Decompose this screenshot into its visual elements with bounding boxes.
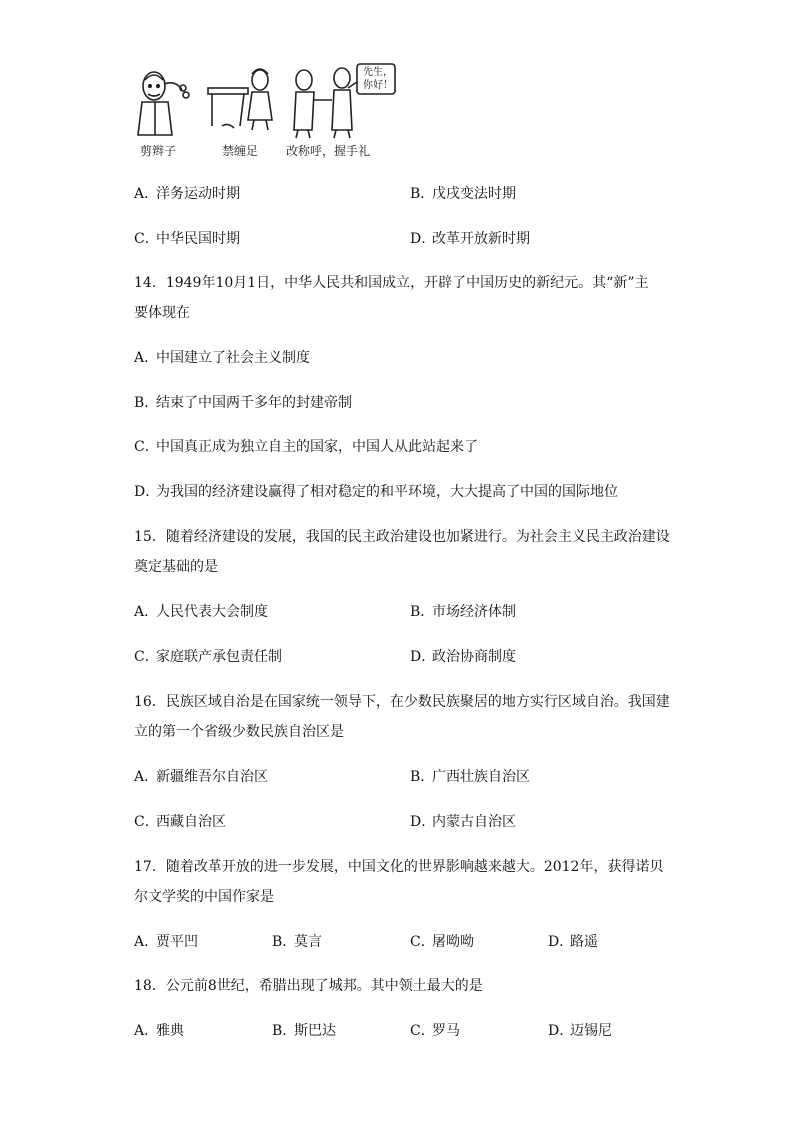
q13-option-b[interactable] xyxy=(410,184,516,204)
option-letter: C． xyxy=(134,649,159,665)
option-text: 中国建立了社会主义制度 xyxy=(156,350,310,366)
q18-option-a[interactable] xyxy=(134,1021,184,1041)
q15-option-c[interactable] xyxy=(134,647,282,667)
option-letter: B． xyxy=(410,769,435,785)
option-text: 屠呦呦 xyxy=(432,934,474,950)
option-letter: D． xyxy=(410,649,436,665)
q17-option-d[interactable] xyxy=(548,932,598,952)
caption-ban-footbinding: 禁缠足 xyxy=(222,144,259,158)
option-letter: C． xyxy=(410,1023,435,1039)
q16-option-b[interactable] xyxy=(410,767,530,787)
option-text: 戊戌变法时期 xyxy=(432,186,516,202)
q14-option-d[interactable] xyxy=(134,482,618,502)
option-text: 路遥 xyxy=(570,934,598,950)
option-letter: A． xyxy=(134,604,159,620)
option-letter: D． xyxy=(548,934,574,950)
q18-option-b[interactable] xyxy=(272,1021,336,1041)
q18-option-c[interactable] xyxy=(410,1021,460,1041)
cartoon-figures-icon xyxy=(128,60,398,140)
option-letter: A． xyxy=(134,934,159,950)
option-text: 广西壮族自治区 xyxy=(432,769,530,785)
option-letter: B． xyxy=(410,186,435,202)
option-letter: C． xyxy=(410,934,435,950)
option-letter: C． xyxy=(134,231,159,247)
option-text: 人民代表大会制度 xyxy=(156,604,268,620)
q14-option-a[interactable] xyxy=(134,348,310,368)
q16-option-c[interactable] xyxy=(134,812,226,832)
option-letter: A． xyxy=(134,186,159,202)
q15-option-d[interactable] xyxy=(410,647,516,667)
option-text: 改革开放新时期 xyxy=(432,231,530,247)
speech-bubble-line-1: 先生， xyxy=(363,67,393,78)
option-letter: B． xyxy=(272,934,297,950)
option-text: 洋务运动时期 xyxy=(156,186,240,202)
option-letter: B． xyxy=(410,604,435,620)
speech-bubble-line-2: 你好！ xyxy=(363,80,393,91)
q14-stem-line-1: 14．1949年10月1日，中华人民共和国成立，开辟了中国历史的新纪元。其“新”主 xyxy=(134,275,649,291)
option-text: 中华民国时期 xyxy=(156,231,240,247)
option-text: 雅典 xyxy=(156,1023,184,1039)
option-letter: D． xyxy=(410,231,436,247)
option-text: 罗马 xyxy=(432,1023,460,1039)
option-letter: D． xyxy=(410,814,436,830)
option-letter: B． xyxy=(272,1023,297,1039)
speech-bubble-text xyxy=(360,66,396,92)
q15-stem-line-1: 15．随着经济建设的发展，我国的民主政治建设也加紧进行。为社会主义民主政治建设 xyxy=(134,529,670,545)
option-text: 家庭联产承包责任制 xyxy=(156,649,282,665)
option-text: 中国真正成为独立自主的国家，中国人从此站起来了 xyxy=(156,439,478,455)
q15-stem-line-2: 奠定基础的是 xyxy=(134,559,218,575)
q17-stem-line-1: 17．随着改革开放的进一步发展，中国文化的世界影响越来越大。2012年，获得诺贝 xyxy=(134,859,664,875)
option-letter: D． xyxy=(548,1023,574,1039)
q16-stem-line-1: 16．民族区域自治是在国家统一领导下，在少数民族聚居的地方实行区域自治。我国建 xyxy=(134,694,670,710)
option-letter: A． xyxy=(134,350,159,366)
q18-option-d[interactable] xyxy=(548,1021,612,1041)
option-letter: A． xyxy=(134,1023,159,1039)
option-text: 西藏自治区 xyxy=(156,814,226,830)
q13-option-d[interactable] xyxy=(410,229,530,249)
option-letter: A． xyxy=(134,769,159,785)
option-text: 贾平凹 xyxy=(156,934,198,950)
q15-option-b[interactable] xyxy=(410,602,516,622)
caption-cut-queue: 剪辫子 xyxy=(140,144,177,158)
option-text: 结束了中国两千多年的封建帝制 xyxy=(156,395,352,411)
q17-option-a[interactable] xyxy=(134,932,198,952)
option-text: 内蒙古自治区 xyxy=(432,814,516,830)
option-text: 莫言 xyxy=(294,934,322,950)
q16-option-a[interactable] xyxy=(134,767,268,787)
q13-option-a[interactable] xyxy=(134,184,240,204)
q14-option-c[interactable] xyxy=(134,437,478,457)
q17-option-b[interactable] xyxy=(272,932,322,952)
q13-option-c[interactable] xyxy=(134,229,240,249)
option-text: 迈锡尼 xyxy=(570,1023,612,1039)
q14-stem-line-2: 要体现在 xyxy=(134,305,190,321)
option-letter: C． xyxy=(134,439,159,455)
option-text: 为我国的经济建设赢得了相对稳定的和平环境，大大提高了中国的国际地位 xyxy=(156,484,618,500)
option-text: 斯巴达 xyxy=(294,1023,336,1039)
option-text: 新疆维吾尔自治区 xyxy=(156,769,268,785)
q16-stem-line-2: 立的第一个省级少数民族自治区是 xyxy=(134,724,344,740)
q18-stem-line-1: 18．公元前8世纪，希腊出现了城邦。其中领土最大的是 xyxy=(134,978,483,994)
option-text: 市场经济体制 xyxy=(432,604,516,620)
q14-option-b[interactable] xyxy=(134,393,352,413)
option-text: 政治协商制度 xyxy=(432,649,516,665)
q17-stem-line-2: 尔文学奖的中国作家是 xyxy=(134,889,274,905)
caption-handshake: 改称呼，握手礼 xyxy=(286,144,371,158)
option-letter: D． xyxy=(134,484,160,500)
q16-option-d[interactable] xyxy=(410,812,516,832)
q17-option-c[interactable] xyxy=(410,932,474,952)
option-letter: B． xyxy=(134,395,159,411)
option-letter: C． xyxy=(134,814,159,830)
q15-option-a[interactable] xyxy=(134,602,268,622)
